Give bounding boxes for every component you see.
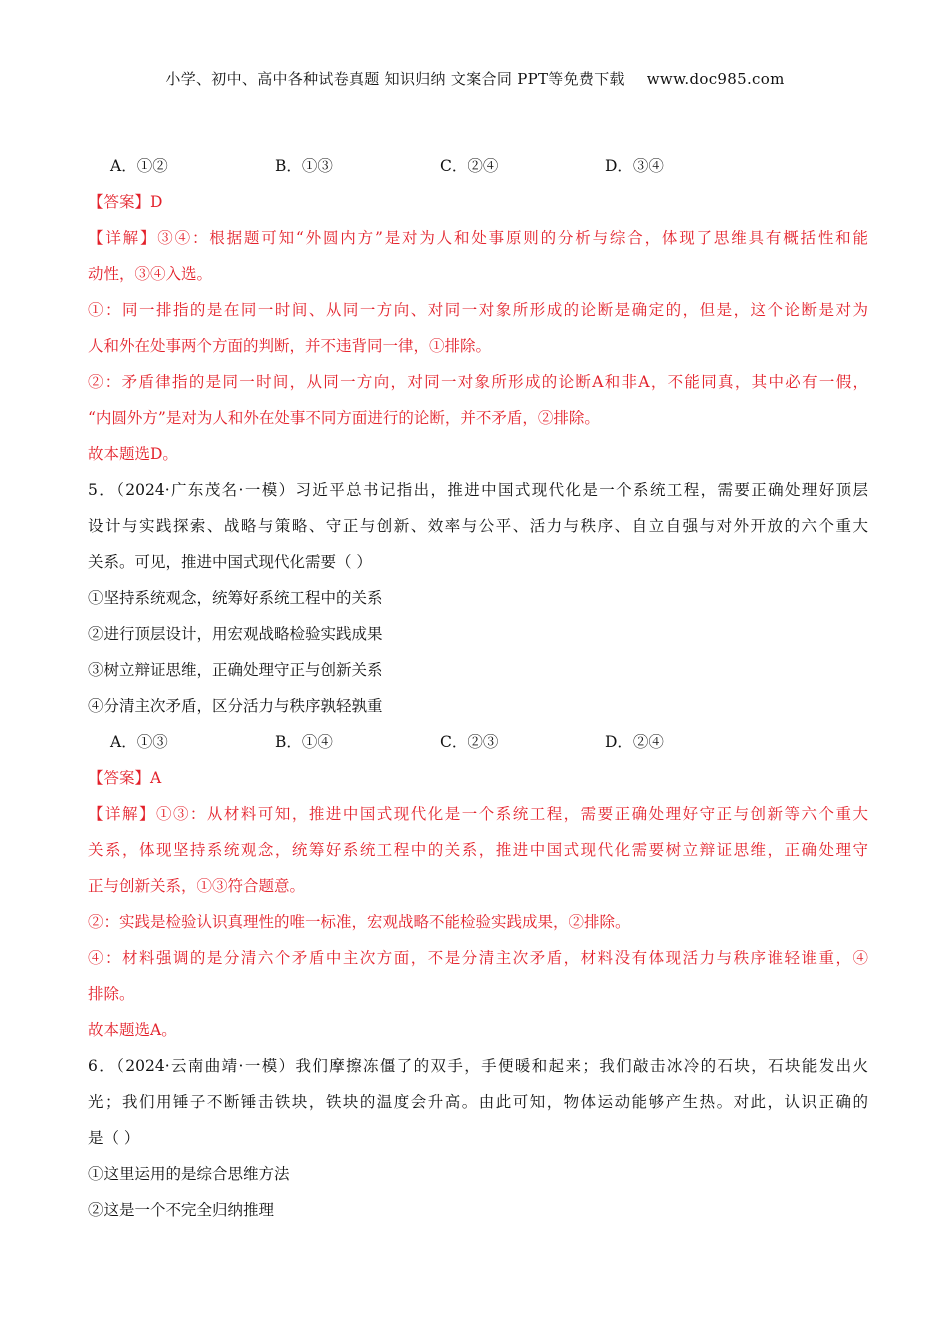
q6-item: ①这里运用的是综合思维方法 — [88, 1165, 290, 1183]
q4-detail-line: 【详解】③④：根据题可知“外圆内方”是对为人和处事原则的分析与综合，体现了思维具有概括性和能 — [88, 229, 868, 247]
q4-detail-line: 动性，③④入选。 — [88, 265, 213, 283]
q6-stem-line: 光；我们用锤子不断锤击铁块，铁块的温度会升高。由此可知，物体运动能够产生热。对此，认识正确的 — [88, 1093, 868, 1111]
q5-detail-line: 关系，体现坚持系统观念，统筹好系统工程中的关系，推进中国式现代化需要树立辩证思维，正确处理守 — [88, 841, 868, 859]
q4-conclusion: 故本题选D。 — [88, 445, 178, 463]
q5-conclusion: 故本题选A。 — [88, 1021, 177, 1039]
q4-detail-line: “内圆外方”是对为人和外在处事不同方面进行的论断，并不矛盾，②排除。 — [88, 409, 600, 427]
q4-detail-line: ②：矛盾律指的是同一时间，从同一方向，对同一对象所形成的论断A和非A，不能同真，其中必有一假， — [88, 373, 868, 391]
q6-stem-line: 是（ ） — [88, 1129, 140, 1147]
q5-option-c: C．②③ — [440, 733, 499, 751]
q4-answer: 【答案】D — [88, 193, 163, 211]
q4-option-b: B．①③ — [275, 157, 333, 175]
q5-detail-line: 【详解】①③：从材料可知，推进中国式现代化是一个系统工程，需要正确处理好守正与创新等六个重大 — [88, 805, 868, 823]
q5-detail-line: ②：实践是检验认识真理性的唯一标准，宏观战略不能检验实践成果，②排除。 — [88, 913, 631, 931]
q6-stem-line: 6．（2024·云南曲靖·一模）我们摩擦冻僵了的双手，手便暖和起来；我们敲击冰冷的石块，石块能发出火 — [88, 1057, 868, 1075]
header-text: 小学、初中、高中各种试卷真题 知识归纳 文案合同 PPT等免费下载 — [165, 70, 625, 88]
page-header — [0, 68, 950, 89]
q4-detail-line: ①：同一排指的是在同一时间、从同一方向、对同一对象所形成的论断是确定的，但是，这个论断是对为 — [88, 301, 868, 319]
q4-detail-line: 人和外在处事两个方面的判断，并不违背同一律，①排除。 — [88, 337, 492, 355]
q5-stem-line: 5．（2024·广东茂名·一模）习近平总书记指出，推进中国式现代化是一个系统工程，需要正确处理好顶层 — [88, 481, 868, 499]
document-body — [88, 148, 868, 1228]
q5-option-a: A．①③ — [110, 733, 168, 751]
q5-stem-line: 关系。可见，推进中国式现代化需要（ ） — [88, 553, 372, 571]
q5-item: ①坚持系统观念，统筹好系统工程中的关系 — [88, 589, 383, 607]
q5-stem-line: 设计与实践探索、战略与策略、守正与创新、效率与公平、活力与秩序、自立自强与对外开放的六个重大 — [88, 517, 868, 535]
q6-item: ②这是一个不完全归纳推理 — [88, 1201, 275, 1219]
q4-options — [88, 148, 868, 184]
header-url[interactable]: www.doc985.com — [646, 70, 785, 88]
q5-detail-line: 排除。 — [88, 985, 135, 1003]
q5-item: ②进行顶层设计，用宏观战略检验实践成果 — [88, 625, 383, 643]
q4-option-c: C．②④ — [440, 157, 499, 175]
q4-option-d: D．③④ — [605, 157, 664, 175]
q4-option-a: A．①② — [110, 157, 168, 175]
q5-detail-line: ④：材料强调的是分清六个矛盾中主次方面，不是分清主次矛盾，材料没有体现活力与秩序谁轻谁重，④ — [88, 949, 868, 967]
q5-options — [88, 724, 868, 760]
q5-item: ④分清主次矛盾，区分活力与秩序孰轻孰重 — [88, 697, 383, 715]
q5-item: ③树立辩证思维，正确处理守正与创新关系 — [88, 661, 383, 679]
q5-answer: 【答案】A — [88, 769, 162, 787]
q5-detail-line: 正与创新关系，①③符合题意。 — [88, 877, 306, 895]
q5-option-d: D．②④ — [605, 733, 664, 751]
q5-option-b: B．①④ — [275, 733, 333, 751]
